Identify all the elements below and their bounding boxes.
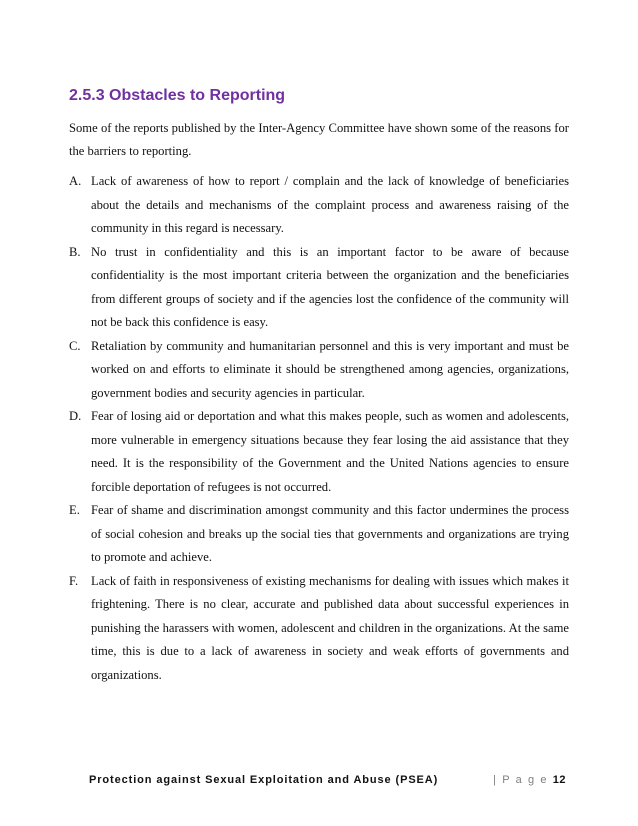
list-item-text: Lack of awareness of how to report / complain and the lack of knowledge of beneficiaries about the details and mechanisms of the complaint process and awareness raising of the community in this regard is necessary.	[91, 174, 569, 235]
list-marker: E.	[69, 503, 80, 517]
list-item-text: Lack of faith in responsiveness of existing mechanisms for dealing with issues which makes it frightening. There is no clear, accurate and published data about successful experiences in punishing the harassers with women, adolescent and children in the organizations. At the same time, this is due to a lack of awareness in society and weak efforts of governments and organizations.	[91, 573, 569, 682]
list-marker: F.	[69, 573, 79, 588]
footer-title: Protection against Sexual Exploitation and Abuse (PSEA)	[89, 774, 439, 786]
list-item-text: Retaliation by community and humanitarian personnel and this is very important and must be worked on and efforts to eliminate it should be strengthened among agencies, organizations, government bodies and security agencies in particular.	[91, 338, 569, 400]
list-item	[69, 335, 569, 406]
obstacles-list	[69, 170, 569, 687]
list-item	[69, 241, 569, 335]
page-footer	[89, 774, 566, 790]
page-indicator	[493, 774, 566, 786]
list-item	[69, 170, 569, 241]
section-heading: 2.5.3 Obstacles to Reporting	[69, 87, 286, 104]
list-marker: A.	[69, 174, 82, 188]
list-marker: C.	[69, 338, 81, 353]
list-item-text: Fear of shame and discrimination amongst community and this factor undermines the process of social cohesion and breaks up the social ties that governments and organizations are trying to promote and achieve.	[91, 503, 569, 564]
intro-paragraph: Some of the reports published by the Inter-Agency Committee have shown some of the reasons for the barriers to reporting.	[69, 121, 569, 158]
list-item	[69, 499, 569, 570]
list-marker: D.	[69, 409, 82, 423]
page-label: | P a g e	[493, 774, 549, 786]
list-item	[69, 570, 569, 688]
page-number: 12	[552, 774, 566, 786]
list-item-text: No trust in confidentiality and this is an important factor to be aware of because confidentiality is the most important criteria between the organization and the beneficiaries from different groups of society and if the agencies lost the confidence of the community will not be back this confidence is easy.	[91, 244, 569, 329]
list-item-text: Fear of losing aid or deportation and what this makes people, such as women and adolescents, more vulnerable in emergency situations because they fear losing the aid assistance that they need. It is the responsibility of the Government and the United Nations agencies to ensure forcible deportation of refugees is not occurred.	[91, 409, 569, 494]
list-marker: B.	[69, 244, 81, 259]
list-item	[69, 405, 569, 499]
